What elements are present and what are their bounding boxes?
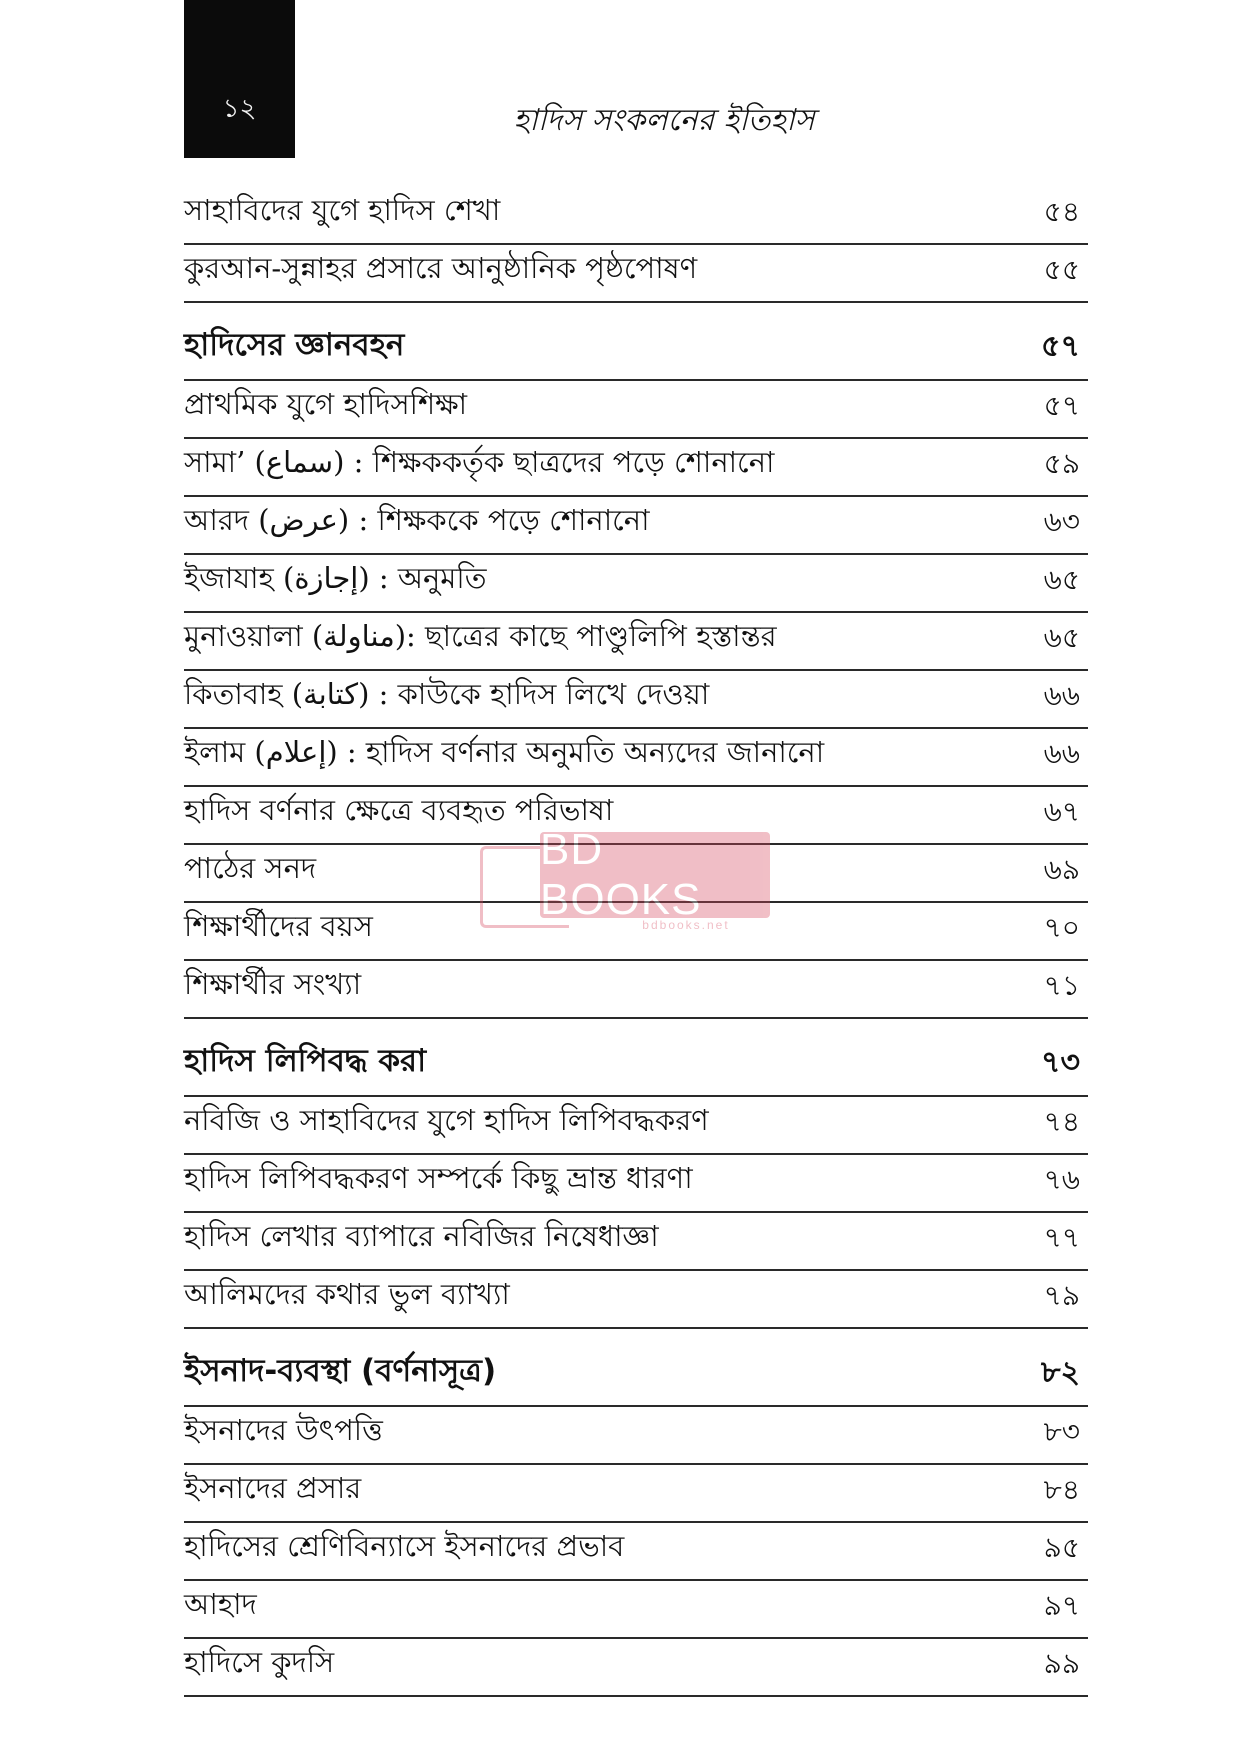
toc-section-heading[interactable] <box>184 317 1088 381</box>
toc-entry-title: কিতাবাহ (كتابة) : কাউকে হাদিস লিখে দেওয়া <box>184 677 710 711</box>
toc-entry-page: ৮৩ <box>1043 1415 1080 1448</box>
toc-entry-page: ৬৬ <box>1043 679 1080 712</box>
toc-entry-page: ৭৯ <box>1043 1279 1080 1312</box>
toc-entry-title: শিক্ষার্থীদের বয়স <box>184 909 373 943</box>
toc-entry-page: ৫৯ <box>1043 447 1080 480</box>
toc-entry-page: ৬৫ <box>1043 563 1080 596</box>
toc-entry-title: আহাদ <box>184 1587 257 1621</box>
toc-entry[interactable] <box>184 845 1088 903</box>
toc-entry-title: হাদিস লিপিবদ্ধকরণ সম্পর্কে কিছু ভ্রান্ত ধারণা <box>184 1161 693 1195</box>
toc-entry[interactable] <box>184 1155 1088 1213</box>
toc-entry-page: ৭৪ <box>1043 1105 1080 1138</box>
toc-entry-page: ৬৫ <box>1043 621 1080 654</box>
toc-section-page: ৫৭ <box>1041 329 1080 364</box>
toc-section-title: হাদিস লিপিবদ্ধ করা <box>184 1043 427 1079</box>
toc-entry-title: আলিমদের কথার ভুল ব্যাখ্যা <box>184 1277 510 1311</box>
toc-entry[interactable] <box>184 1407 1088 1465</box>
toc-entry-page: ৮৪ <box>1043 1473 1080 1506</box>
toc-entry-page: ৫৪ <box>1043 195 1080 228</box>
watermark-text: BD BOOKS <box>540 825 702 924</box>
toc-entry[interactable] <box>184 787 1088 845</box>
toc-entry[interactable] <box>184 1271 1088 1329</box>
toc-entry-title: সাহাবিদের যুগে হাদিস শেখা <box>184 193 501 227</box>
toc-entry[interactable] <box>184 1213 1088 1271</box>
toc-entry[interactable] <box>184 439 1088 497</box>
toc-entry-page: ৭০ <box>1043 911 1080 944</box>
toc-entry-page: ৬৯ <box>1043 853 1080 886</box>
toc-entry-title: কুরআন-সুন্নাহর প্রসারে আনুষ্ঠানিক পৃষ্ঠপোষণ <box>184 251 698 285</box>
toc-entry-title: নবিজি ও সাহাবিদের যুগে হাদিস লিপিবদ্ধকরণ <box>184 1103 709 1137</box>
toc-entry-page: ৭৭ <box>1043 1221 1080 1254</box>
toc-entry-title: ইলাম (إعلام) : হাদিস বর্ণনার অনুমতি অন্যদের জানানো <box>184 735 825 769</box>
toc-entry-page: ৭৬ <box>1043 1163 1080 1196</box>
toc-entry[interactable] <box>184 187 1088 245</box>
toc-entry[interactable] <box>184 1097 1088 1155</box>
toc-entry-page: ৬৬ <box>1043 737 1080 770</box>
toc-entry[interactable] <box>184 613 1088 671</box>
toc-entry-title: হাদিস লেখার ব্যাপারে নবিজির নিষেধাজ্ঞা <box>184 1219 659 1253</box>
toc-section-heading[interactable] <box>184 1343 1088 1407</box>
toc-entry[interactable] <box>184 1581 1088 1639</box>
toc-entry-page: ৭১ <box>1043 969 1080 1002</box>
toc-entry-title: আরদ (عرض) : শিক্ষককে পড়ে শোনানো <box>184 503 650 537</box>
toc-entry-page: ৫৫ <box>1043 253 1080 286</box>
toc-entry-title: শিক্ষার্থীর সংখ্যা <box>184 967 362 1001</box>
toc-entry-title: ইজাযাহ (إجازة) : অনুমতি <box>184 561 487 595</box>
toc-section-page: ৭৩ <box>1040 1045 1080 1080</box>
toc-entry[interactable] <box>184 555 1088 613</box>
toc-entry-page: ৬৩ <box>1043 505 1080 538</box>
toc-entry-page: ৬৭ <box>1043 795 1080 828</box>
toc-entry-title: ইসনাদের উৎপত্তি <box>184 1413 383 1447</box>
toc-section-title: ইসনাদ-ব্যবস্থা (বর্ণনাসূত্র) <box>184 1353 497 1389</box>
toc-section-page: ৮২ <box>1041 1355 1080 1390</box>
toc-entry[interactable] <box>184 1465 1088 1523</box>
toc-entry[interactable] <box>184 245 1088 303</box>
page-number: ১২ <box>222 94 257 124</box>
toc-entry-title: পাঠের সনদ <box>184 851 317 885</box>
running-title: হাদিস সংকলনের ইতিহাস <box>513 103 815 138</box>
toc-entry[interactable] <box>184 1523 1088 1581</box>
toc-entry-title: হাদিসে কুদসি <box>184 1645 335 1679</box>
toc-entry[interactable] <box>184 903 1088 961</box>
toc-entry-page: ৫৭ <box>1043 389 1080 422</box>
toc-section-heading[interactable] <box>184 1033 1088 1097</box>
toc-entry-title: সামা’ (سماع) : শিক্ষককর্তৃক ছাত্রদের পড়ে শোনানো <box>184 445 775 479</box>
toc-entry-title: প্রাথমিক যুগে হাদিসশিক্ষা <box>184 387 468 421</box>
watermark-url: bdbooks.net <box>642 918 730 932</box>
toc-entry-title: হাদিস বর্ণনার ক্ষেত্রে ব্যবহৃত পরিভাষা <box>184 793 614 827</box>
toc-entry-title: ইসনাদের প্রসার <box>184 1471 362 1505</box>
toc-entry[interactable] <box>184 961 1088 1019</box>
table-of-contents <box>184 187 1088 1697</box>
toc-entry-title: হাদিসের শ্রেণিবিন্যাসে ইসনাদের প্রভাব <box>184 1529 625 1563</box>
toc-entry[interactable] <box>184 671 1088 729</box>
toc-entry-page: ৯৭ <box>1043 1589 1080 1622</box>
toc-entry[interactable] <box>184 729 1088 787</box>
toc-entry[interactable] <box>184 497 1088 555</box>
toc-entry-page: ৯৯ <box>1043 1647 1080 1680</box>
toc-section-title: হাদিসের জ্ঞানবহন <box>184 327 405 363</box>
toc-entry-title: মুনাওয়ালা (مناولة): ছাত্রের কাছে পাণ্ডুলিপি হস্তান্তর <box>184 619 777 653</box>
toc-entry-page: ৯৫ <box>1043 1531 1080 1564</box>
toc-entry[interactable] <box>184 381 1088 439</box>
toc-entry[interactable] <box>184 1639 1088 1697</box>
page-number-box <box>184 0 295 158</box>
